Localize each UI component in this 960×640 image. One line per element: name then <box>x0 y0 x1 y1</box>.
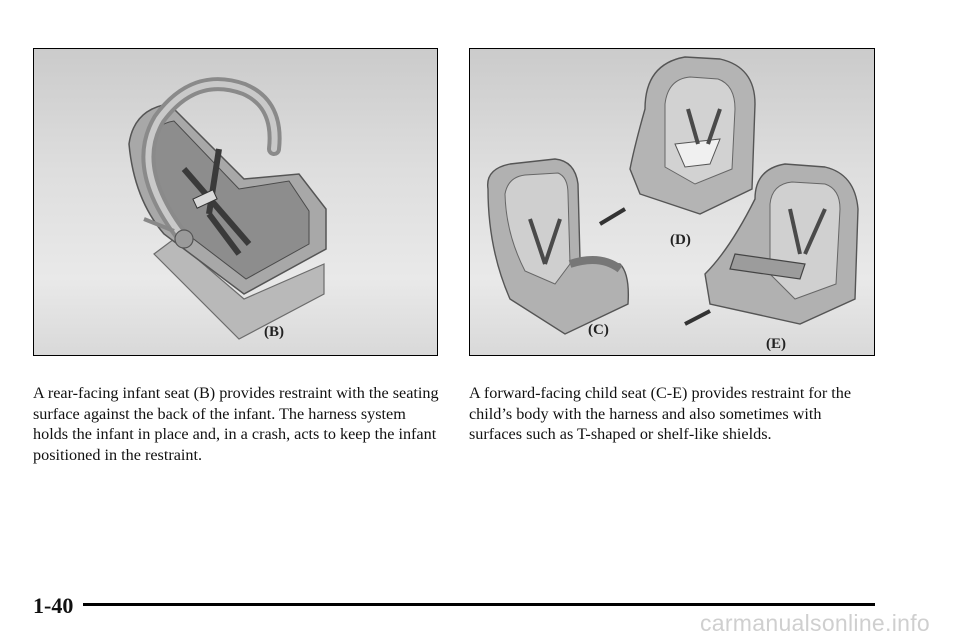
infant-seat-figure <box>33 48 438 356</box>
child-seats-illustration <box>470 49 875 356</box>
child-seat-description: A forward-facing child seat (C-E) provides restraint for the child’s body with the harness and also sometimes with surfaces such as T-shaped or shelf-like shields. <box>469 384 852 443</box>
figure-label-c: (C) <box>588 322 609 338</box>
figure-label-e: (E) <box>766 336 786 352</box>
figure-label-d: (D) <box>670 232 691 248</box>
child-seat-c-illustration <box>488 159 629 334</box>
infant-seat-description: A rear-facing infant seat (B) provides restraint with the seating surface against the back of the infant. The harness system holds the infant in place and, in a crash, acts to keep the infant positioned in the restraint. <box>33 384 439 464</box>
figure-label-b: (B) <box>264 324 284 340</box>
watermark: carmanualsonline.info <box>699 610 930 636</box>
page-number: 1-40 <box>33 593 74 618</box>
child-seat-d-illustration <box>630 57 755 214</box>
child-seats-figure <box>469 48 875 356</box>
footer-rule <box>83 603 875 606</box>
infant-seat-illustration <box>34 49 438 356</box>
